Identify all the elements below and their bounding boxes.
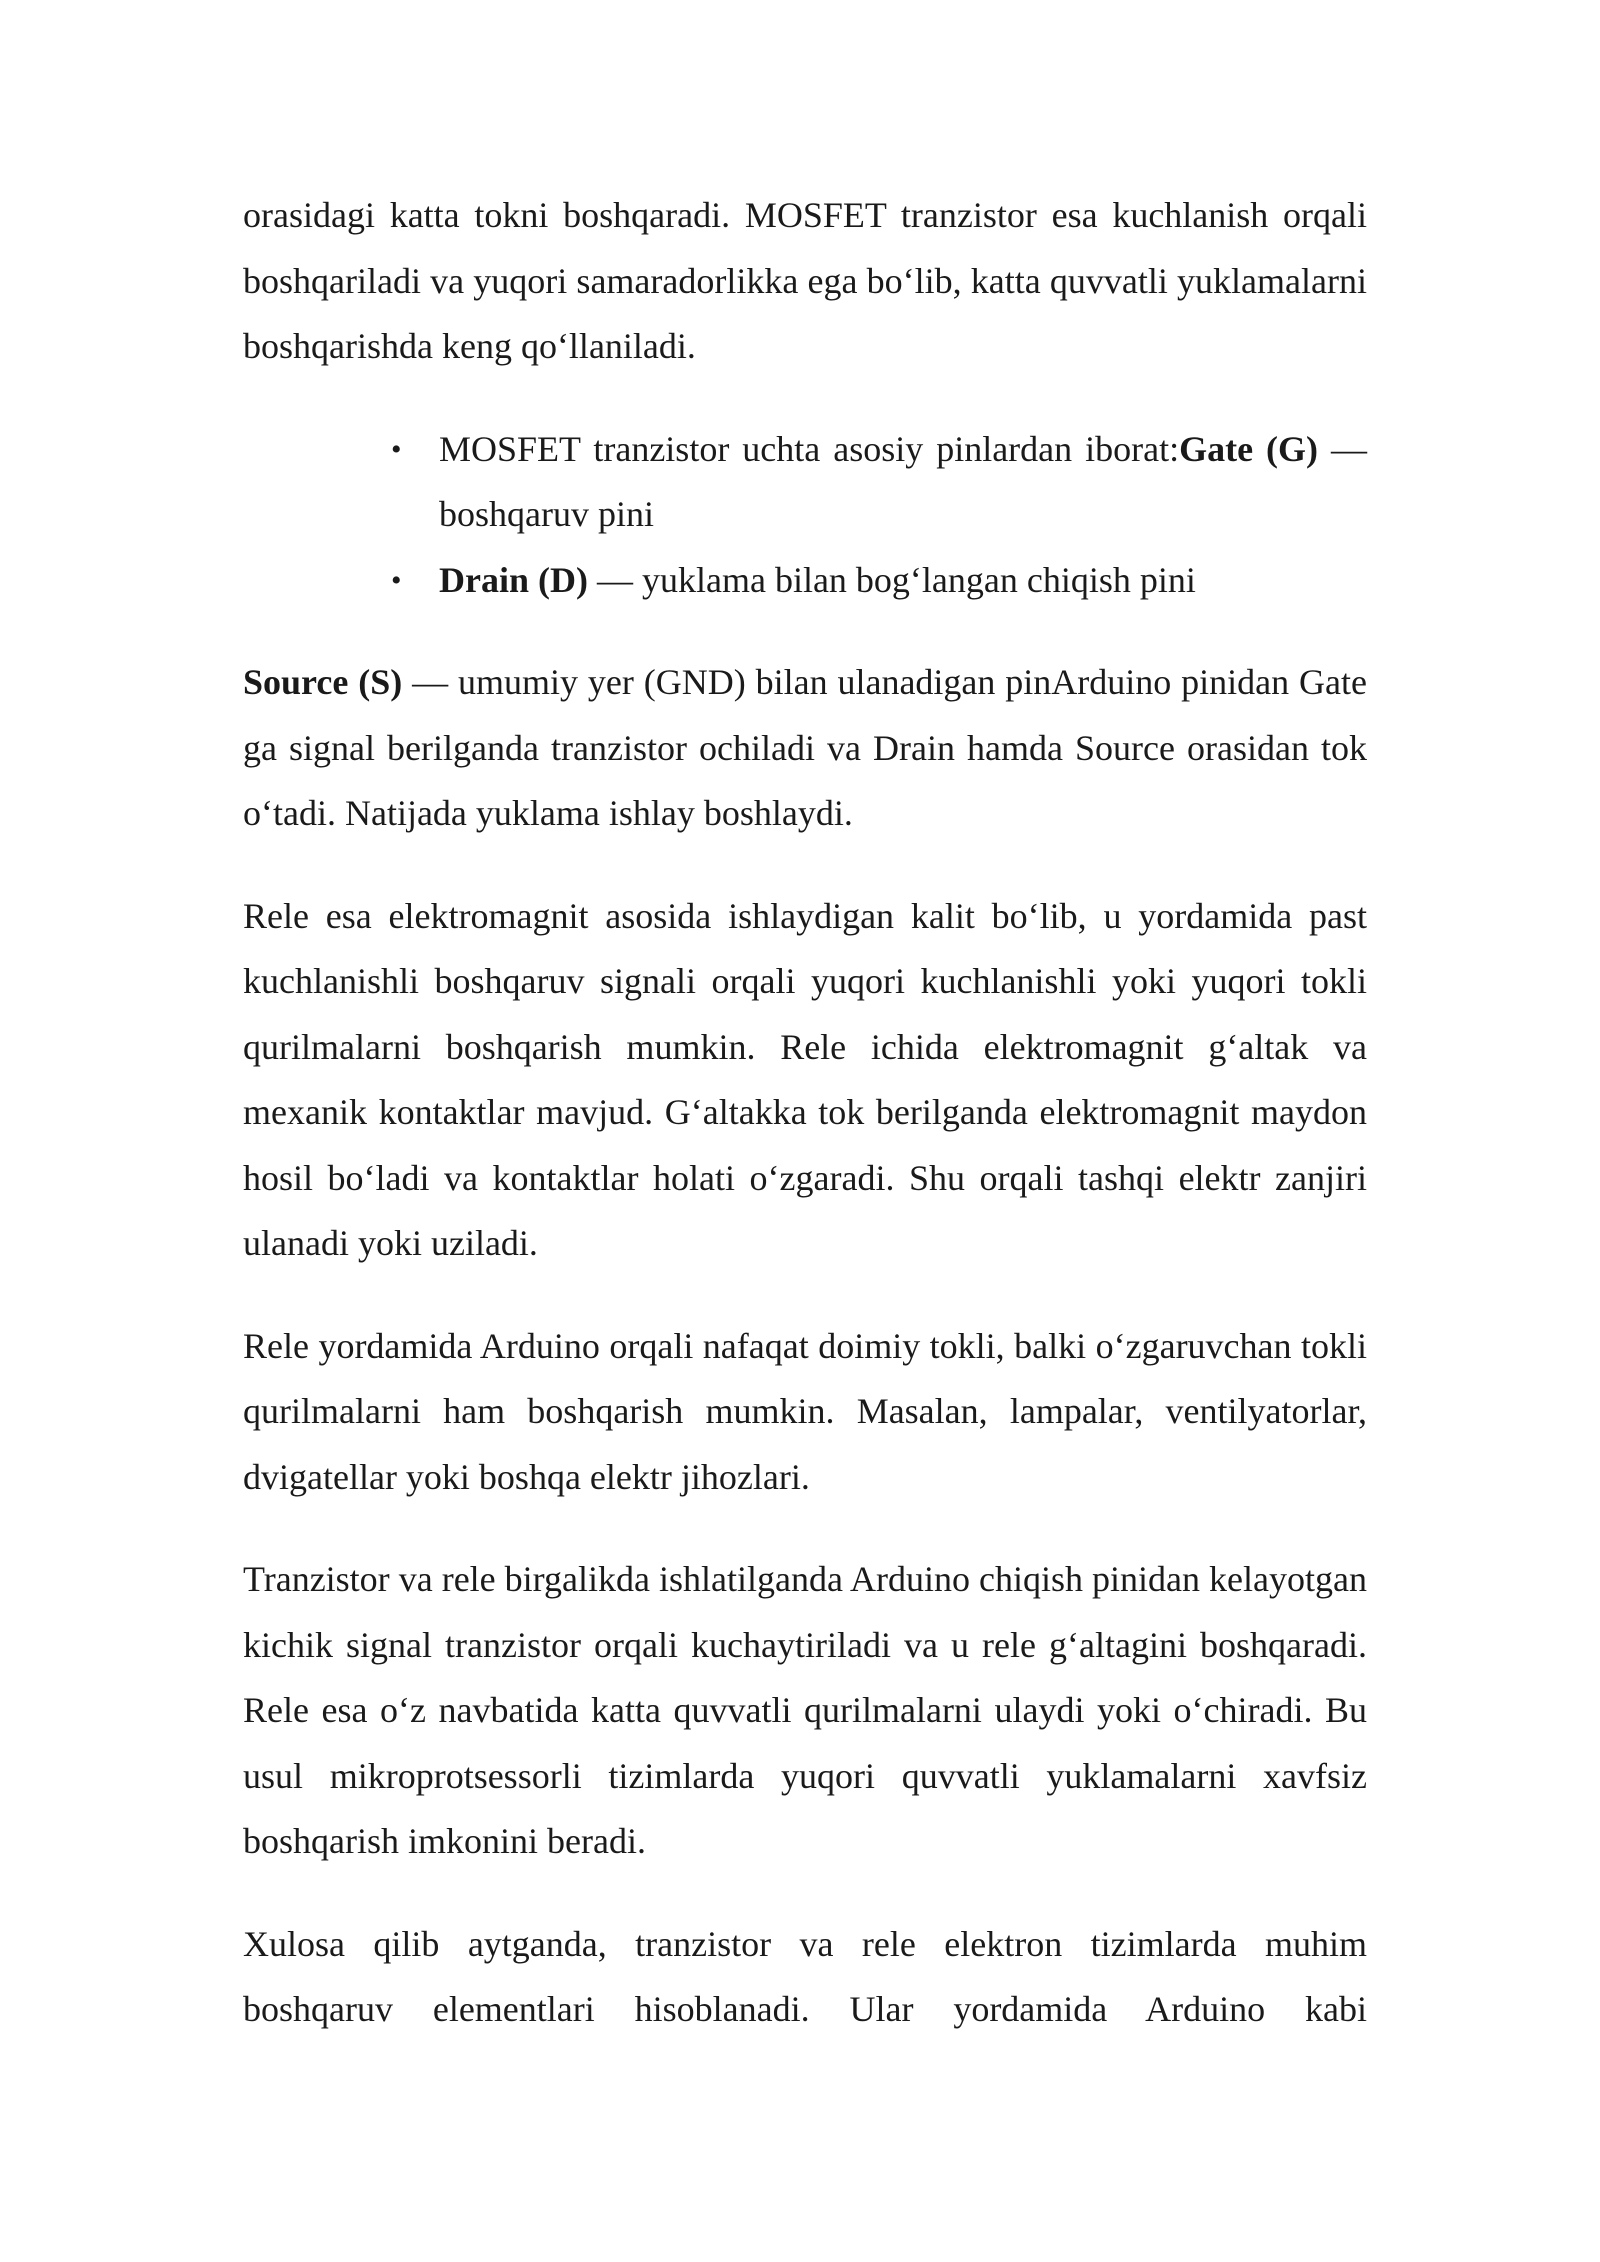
source-desc: — umumiy yer (GND) bilan ulanadigan pinArduino pinidan Gate ga signal berilganda tranzistor ochiladi va Drain hamda Source orasidan tok o‘tadi. Natijada yuklama ishlay boshlaydi. (243, 662, 1368, 833)
list-item-gate (391, 417, 1368, 548)
list-item-gate-term: Gate (G) (1179, 428, 1319, 469)
paragraph-conclusion: Xulosa qilib aytganda, tranzistor va rele elektron tizimlarda muhim boshqaruv elementlari hisoblanadi. Ular yordamida Arduino kabi (243, 1923, 1367, 2029)
document-body (243, 183, 1367, 2080)
source-term: Source (S) (243, 662, 403, 702)
list-item-drain-term: Drain (D) (439, 559, 588, 600)
list-item-drain (391, 548, 1367, 614)
paragraph-relay-intro: Rele esa elektromagnit asosida ishlaydigan kalit bo‘lib, u yordamida past kuchlanishli boshqaruv signali orqali yuqori kuchlanishli yoki yuqori tokli qurilmalarni boshqarish mumkin. Rele ichida elektromagnit g‘altak va mexanik kontaktlar mavjud. G‘altakka tok berilganda elektromagnit maydon hosil bo‘ladi va kontaktlar holati o‘zgaradi. Shu orqali tashqi elektr zanjiri ulanadi yoki uziladi. (243, 895, 1367, 1263)
bullet-icon: • (391, 432, 402, 466)
list-item-drain-desc: — yuklama bilan bog‘langan chiqish pini (587, 559, 1196, 600)
paragraph-relay-ac: Rele yordamida Arduino orqali nafaqat doimiy tokli, balki o‘zgaruvchan tokli qurilmalarni ham boshqarish mumkin. Masalan, lampalar, ventilyatorlar, dvigatellar yoki boshqa elektr jihozlari. (243, 1325, 1367, 1497)
list-item-gate-text: MOSFET tranzistor uchta asosiy pinlardan iborat: (439, 428, 1180, 469)
paragraph-combined-use: Tranzistor va rele birgalikda ishlatilganda Arduino chiqish pinidan kelayotgan kichik signal tranzistor orqali kuchaytiriladi va u rele g‘altagini boshqaradi. Rele esa o‘z navbatida katta quvvatli qurilmalarni ulaydi yoki o‘chiradi. Bu usul mikroprotsessorli tizimlarda yuqori quvvatli yuklamalarni xavfsiz boshqarish imkonini beradi. (243, 1559, 1367, 1861)
list-item-gate-desc: — boshqaruv pini (439, 428, 1368, 534)
mosfet-pin-list (243, 417, 1367, 614)
bullet-icon: • (391, 563, 402, 597)
paragraph-source (243, 650, 1367, 847)
paragraph-mosfet-intro: orasidagi katta tokni boshqaradi. MOSFET tranzistor esa kuchlanish orqali boshqariladi va yuqori samaradorlikka ega bo‘lib, katta quvvatli yuklamalarni boshqarishda keng qo‘llaniladi. (243, 195, 1367, 366)
